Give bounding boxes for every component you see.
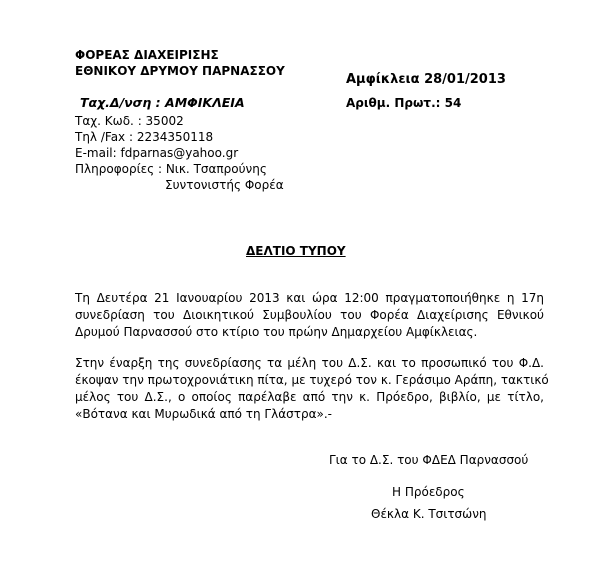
place-date: Αμφίκλεια 28/01/2013 — [346, 72, 506, 87]
signature-for-line: Για το Δ.Σ. του ΦΔΕΔ Παρνασσού — [329, 453, 529, 467]
paragraph-2-line: «Βότανα και Μυρωδικά από τη Γλάστρα».- — [75, 407, 332, 421]
paragraph-1-line: συνεδρίαση του Διοικητικού Συμβουλίου του Φορέα Διαχείρισης Εθνικού — [75, 308, 544, 322]
org-name-line2: ΕΘΝΙΚΟΥ ΔΡΥΜΟΥ ΠΑΡΝΑΣΣΟΥ — [75, 64, 285, 78]
postal-code: Ταχ. Κωδ. : 35002 — [75, 114, 184, 128]
paragraph-2-line: Στην έναρξη της συνεδρίασης τα μέλη του Δ.Σ. και το προσωπικό του Φ.Δ. — [75, 356, 544, 370]
signature-role: Η Πρόεδρος — [392, 485, 465, 499]
email: E-mail: fdparnas@yahoo.gr — [75, 146, 239, 160]
org-name-line1: ΦΟΡΕΑΣ ΔΙΑΧΕΙΡΙΣΗΣ — [75, 48, 219, 62]
paragraph-1 — [75, 290, 544, 341]
protocol-number: Αριθμ. Πρωτ.: 54 — [346, 96, 462, 110]
phone-fax: Τηλ /Fax : 2234350118 — [75, 130, 214, 144]
info-role: Συντονιστής Φορέα — [165, 178, 284, 192]
postal-address: Ταχ.Δ/νση : ΑΜΦΙΚΛΕΙΑ — [80, 95, 245, 110]
paragraph-2 — [75, 355, 549, 423]
paragraph-1-line: Τη Δευτέρα 21 Ιανουαρίου 2013 και ώρα 12:00 πραγματοποιήθηκε η 17η — [75, 291, 544, 305]
document-title: ΔΕΛΤΙΟ ΤΥΠΟΥ — [246, 244, 346, 258]
paragraph-1-line: Δρυμού Παρνασσού στο κτίριο του πρώην Δημαρχείου Αμφίκλειας. — [75, 325, 478, 339]
info-contact: Πληροφορίες : Νικ. Τσαπρούνης — [75, 162, 267, 176]
paragraph-2-line: έκοψαν την πρωτοχρονιάτικη πίτα, με τυχερό τον κ. Γεράσιμο Αράπη, τακτικό — [75, 373, 549, 387]
signature-name: Θέκλα Κ. Τσιτσώνη — [371, 507, 487, 521]
paragraph-2-line: μέλος του Δ.Σ., ο οποίος παρέλαβε από την κ. Πρόεδρο, βιβλίο, με τίτλο, — [75, 390, 544, 404]
